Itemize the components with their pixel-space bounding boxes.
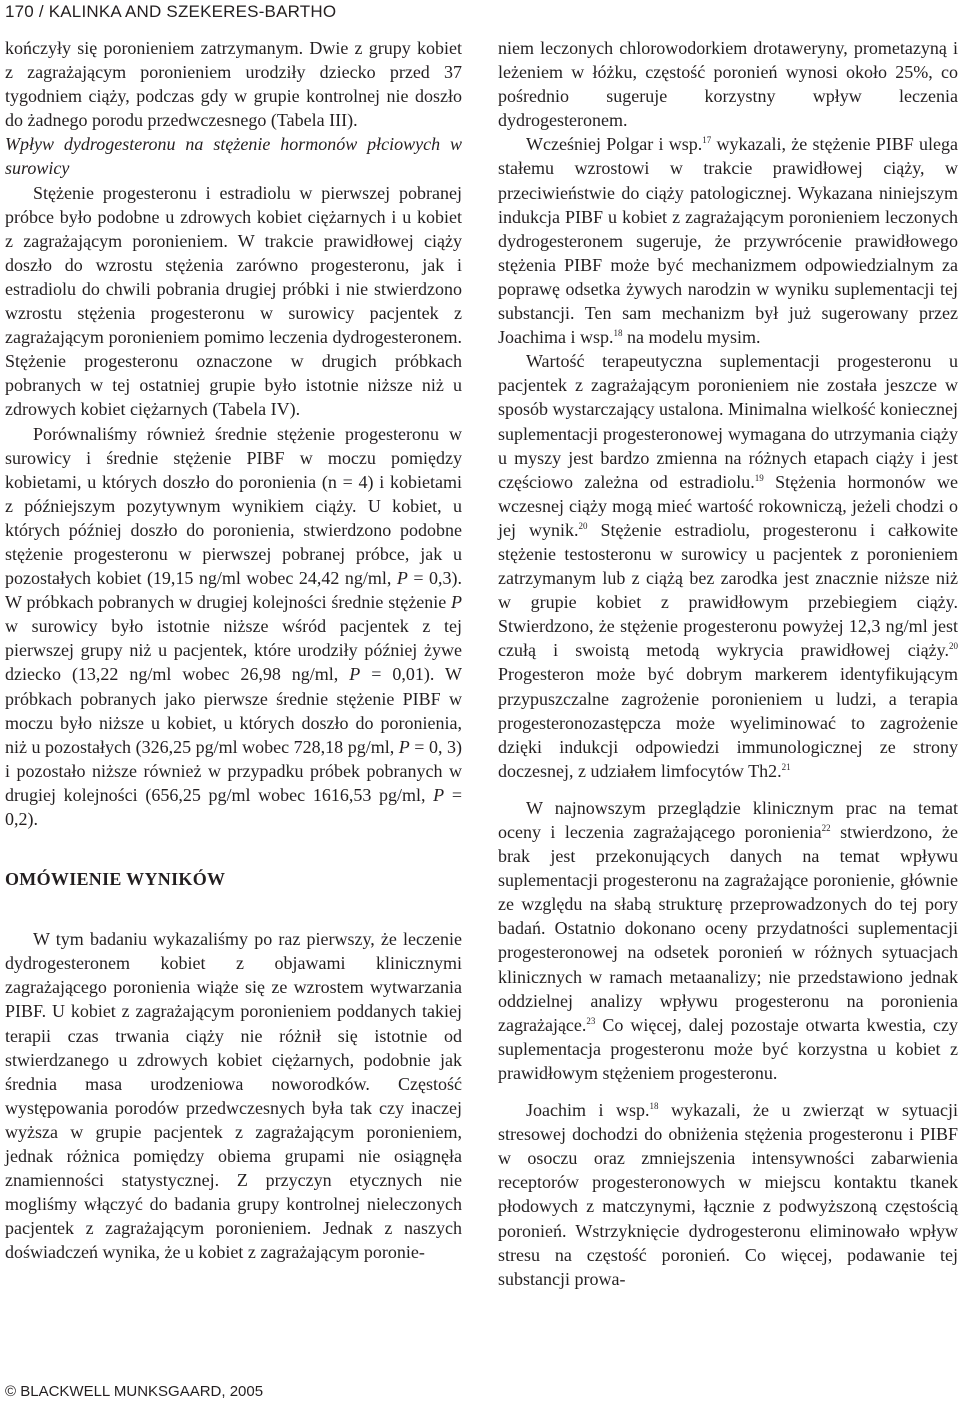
text-run: = 0,3). W próbkach pobranych w drugiej kolejności średnie stężenie — [5, 568, 462, 613]
text-run: Wartość terapeutyczna suplementacji progesteronu u pacjentek z zagrażającym poronieniem nie została jeszcze w sposób wystarczający ustalona. Minimalna wielkość koniecznej suplementacji progesteronowej wymagana do utrzymania ciąży u myszy jest bardzo zmienna na różnych etapach ciąży i jest częściowo zależna od estradiolu. — [498, 351, 958, 492]
paragraph-polgar — [498, 132, 958, 349]
paragraph-discussion: W tym badaniu wykazaliśmy po raz pierwszy, że leczenie dydrogesteronem kobiet z objawami klinicznymi zagrażającego poronienia wiąże się ze wzrostem wytwarzania PIBF. U kobiet z zagrażającym poronieniem poddanych takiej terapii czas trwania ciąży nie różnił się istotnie od stwierdzanego u zdrowych kobiet ciężarnych, podobnie jak średnia masa urodzeniowa noworodków. Częstość występowania porodów przedwczesnych była tak czy inaczej wyższa w grupie pacjentek z zagrażającym poronieniem, jednak różnica pomiędzy obiema grupami nie osiągnęła znamienności statystycznej. Z przyczyn etycznych nie mogliśmy włączyć do badania grupy kontrolnej nieleczonych pacjentek z zagrażającym poronieniem. Jednak z naszych doświadczeń wynika, że u kobiet z zagrażającym poronie- — [5, 929, 462, 1263]
paragraph-comparison — [5, 422, 462, 832]
citation-ref: 19 — [754, 472, 764, 483]
text-run: wykazali, że u zwierząt w sytuacji stresowej dochodzi do obniżenia stężenia progesteronu i PIBF w osoczu oraz zmniejszenia intensywności zabarwienia receptorów progesteronowych w miejscu kontaktu tkanek płodowych z matczynymi, łącznie z podwyższoną częstością poronień. Wstrzyknięcie dydrogesteronu eliminowało wpływ stresu na częstość poronień. Co więcej, podawanie tej substancji prowa- — [498, 1100, 958, 1289]
paragraph-therapeutic-value — [498, 349, 958, 783]
paragraph-joachim — [498, 1098, 958, 1291]
text-run: Wcześniej Polgar i wsp. — [526, 134, 703, 155]
citation-ref: 23 — [586, 1015, 596, 1026]
copyright-footer: © BLACKWELL MUNKSGAARD, 2005 — [5, 1383, 264, 1400]
paragraph-review — [498, 796, 958, 1085]
citation-ref: 18 — [649, 1101, 659, 1112]
text-run: wykazali, że stężenie PIBF ulega stałemu wzrostowi w trakcie prawidłowej ciąży, w przeciwieństwie do ciąży patologicznej. Wykazana niniejszym indukcja PIBF u kobiet z zagrażającym poronieniem leczonych dydrogesteronem sugeruje, że przywrócenie prawidłowego stężenia PIBF może być mechanizmem odpowiedzialnym za poprawę odsetka żywych narodzin w wyniku suplementacji tej substancji. Ten sam mechanizm był już sugerowany przez Joachima i wsp. — [498, 134, 958, 348]
section-heading-discussion: OMÓWIENIE WYNIKÓW — [5, 869, 226, 890]
text-run: Stężenia hormonów we wczesnej ciąży mogą mieć wartość rokowniczą, jeżeli chodzi o jej wynik. — [498, 471, 958, 540]
p-value-symbol: P — [396, 568, 408, 589]
right-column — [498, 36, 958, 1291]
p-value-symbol: P — [433, 784, 445, 805]
citation-ref: 22 — [821, 823, 831, 833]
text-run: W najnowszym przeglądzie klinicznym prac na temat oceny i leczenia zagrażającego poronienia — [498, 797, 958, 842]
p-value-symbol: P — [398, 736, 410, 757]
citation-ref: 21 — [781, 761, 791, 772]
text-run: Joachim i wsp. — [526, 1100, 650, 1121]
text-run: = 0,2). — [5, 784, 462, 829]
citation-ref: 20 — [949, 641, 958, 652]
paragraph-continued: niem leczonych chlorowodorkiem drotaweryny, prometazyną i leżeniem w łóżku, częstość poronień wynosi około 25%, co pośrednio sugeruje korzystny wpływ leczenia dydrogesteronem. — [498, 38, 958, 131]
text-run: = 0, 3) i pozostało niższe również w przypadku próbek pobranych w drugiej kolejności (656,25 pg/ml wobec 1616,53 pg/ml, — [5, 736, 462, 805]
citation-ref: 18 — [613, 328, 623, 339]
running-head: 170 / KALINKA AND SZEKERES-BARTHO — [5, 2, 337, 21]
text-run: w surowicy było istotnie niższe wśród pacjentek z tej pierwszej grupy niż u pacjentek, które urodziły później żywe dziecko (13,22 ng/ml wobec 26,98 ng/ml, — [5, 616, 462, 685]
text-run: stwierdzono, że brak jest przekonujących danych na temat wpływu suplementacji progesteronu na zagrażające poronienie, głównie ze względu na słabą strukturę przeprowadzonych do tej pory badań. Ostatnio dokonano oceny przydatności suplementacji progesteronowej na odsetek poronień w różnych sytuacjach klinicznych w ramach metaanalizy; nie przedstawiono jednak oddzielnej analizy wpływu progesteronu na poronienia zagrażające. — [498, 822, 958, 1035]
text-run: Porównaliśmy również średnie stężenie progesteronu w surowicy i średnie stężenie PIBF w moczu pomiędzy kobietami, u których doszło do poronienia (n = 4) i kobietami z późniejszym pozytywnym wynikiem ciąży. U kobiet, u których później doszło do poronienia, stwierdzono podobne stężenie progesteronu w pierwszej pobranej próbce, jak u pozostałych kobiet (19,15 ng/ml wobec 24,42 ng/ml, — [5, 423, 462, 589]
citation-ref: 20 — [578, 520, 588, 531]
text-run: na modelu mysim. — [622, 327, 761, 348]
text-run: Stężenie estradiolu, progesteronu i całkowite stężenie testosteronu w surowicy u pacjentek z poronieniem zatrzymanym lub z ciążą bez zarodka jest znacznie niższe niż w grupie kobiet z prawidłowym przebiegiem ciąży. Stwierdzono, że stężenie progesteronu powyżej 12,3 ng/ml jest czułą i swoistą metodą wykrycia prawidłowej ciąży. — [498, 519, 958, 661]
subsection-heading: Wpływ dydrogesteronu na stężenie hormonów płciowych w surowicy — [5, 134, 462, 179]
text-run: Co więcej, dalej pozostaje otwarta kwestia, czy suplementacja progesteronu może być korzystna u kobiet z prawidłowym stężeniem progesteronu. — [498, 1014, 958, 1083]
p-value-symbol: P — [349, 664, 361, 685]
text-run: = 0,01). W próbkach pobranych jako pierwsze średnie stężenie PIBF w moczu było niższe u kobiet, u których doszło do poronienia, niż u pozostałych (326,25 pg/ml wobec 728,18 pg/ml, — [5, 664, 463, 757]
citation-ref: 17 — [702, 135, 712, 146]
text-run: Progesteron może być dobrym markerem identyfikującym przypuszczalne zagrożenie poronieniem u ludzi, a terapia progesteronozastępcza może wyeliminować to zagrożenie dzięki indukcji odpowiedzi immunologicznej ze strony doczesnej, z udziałem limfocytów Th2. — [498, 664, 958, 781]
left-column — [5, 36, 462, 1265]
paragraph-hormone-levels: Stężenie progesteronu i estradiolu w pierwszej pobranej próbce było podobne u zdrowych kobiet ciężarnych i u kobiet z zagrażającym poronieniem. W trakcie prawidłowej ciąży doszło do wzrostu stężenia zarówno progesteronu, jak i estradiolu do chwili pobrania drugiej próbki i nie stwierdzono wzrostu stężenia progesteronu w surowicy pacjentek z zagrażającym poronieniem pomimo leczenia dydrogesteronem. Stężenie progesteronu oznaczone w drugich próbkach pobranych w tej ostatniej grupie było istotnie niższe niż u zdrowych kobiet ciężarnych (Tabela IV). — [5, 182, 462, 420]
paragraph-results-continued: kończyły się poronieniem zatrzymanym. Dwie z grupy kobiet z zagrażającym poronieniem urodziły dziecko przed 37 tygodniem ciąży, podczas gdy w grupie kontrolnej nie doszło do żadnego porodu przedwczesnego (Tabela III). — [5, 38, 462, 131]
p-value-symbol: P — [451, 592, 462, 613]
